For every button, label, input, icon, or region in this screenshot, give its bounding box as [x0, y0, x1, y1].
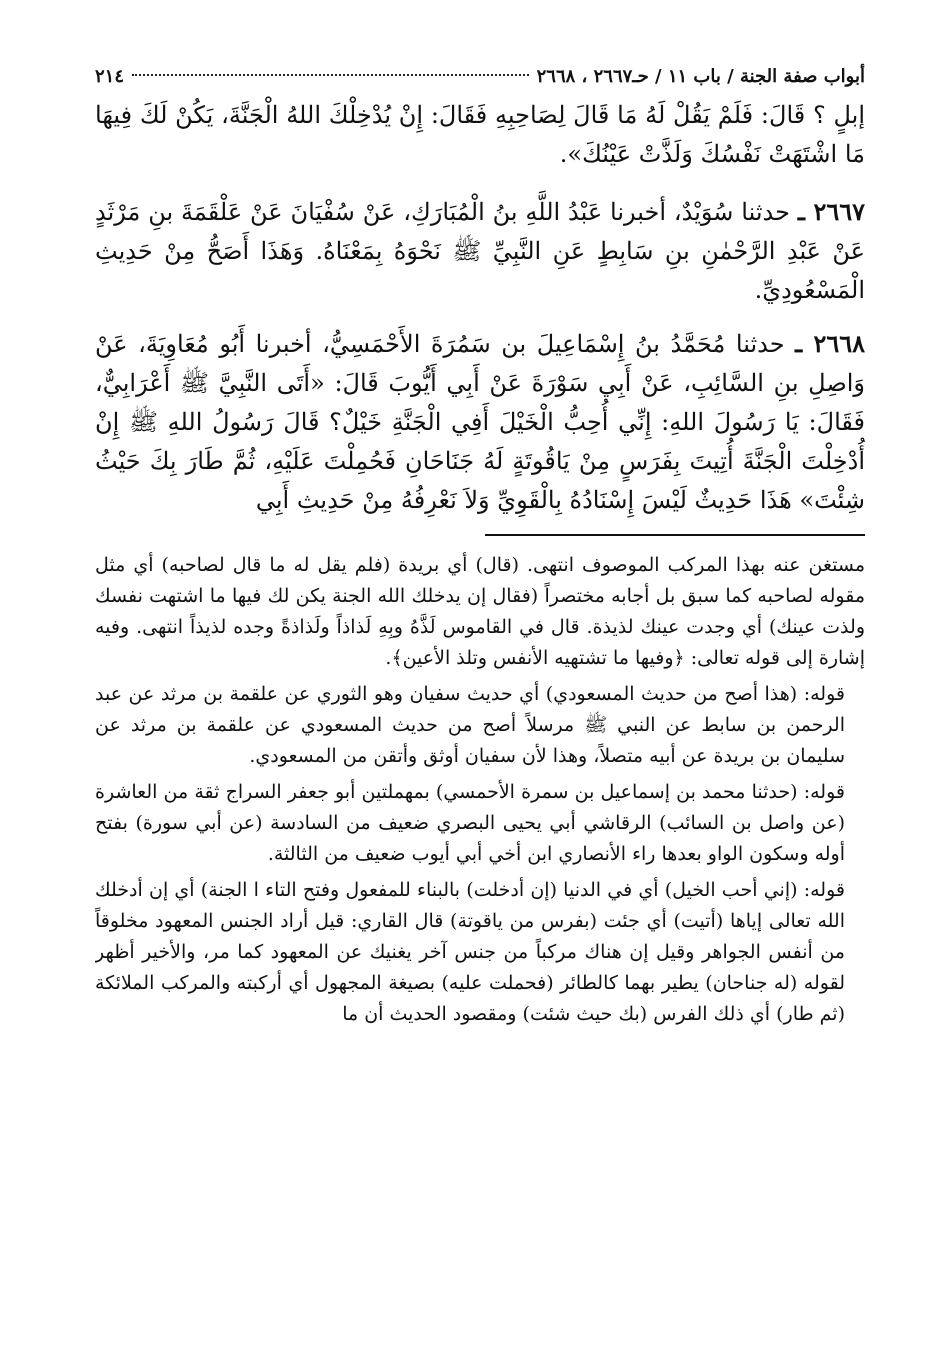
document-page — [95, 62, 865, 1160]
hadith-2668 — [95, 324, 865, 520]
hadith-continuation: إبلٍ ؟ قَالَ: فَلَمْ يَقُلْ لَهُ مَا قَالَ لِصَاحِبِهِ فَقَالَ: إِنْ يُدْخِلْكَ اللهُ الْجَنَّةَ، يَكُنْ لَكَ فِيهَا مَا اشْتَهَتْ نَفْسُكَ وَلَذَّتْ عَيْنُكَ». — [95, 101, 865, 168]
hadith-number: ٢٦٦٧ ـ — [797, 197, 865, 226]
footnote-divider — [485, 534, 865, 536]
hadith-2667 — [95, 192, 865, 310]
hadith-text: حدثنا مُحَمَّدُ بنُ إِسْمَاعِيلَ بن سَمُرَةَ الأَحْمَسِيُّ، أخبرنا أَبُو مُعَاوِيَةَ، عَنْ وَاصِلِ بنِ السَّائِبِ، عَنْ أَبِي سَوْرَةَ عَنْ أَبِي أَيُّوبَ قَالَ: «أَتَى النَّبِيَّ ﷺ أَعْرَابِيٌّ، فَقَالَ: يَا رَسُولَ اللهِ: إِنِّي أُحِبُّ الْخَيْلَ أَفِي الْجَنَّةِ خَيْلٌ؟ قَالَ رَسُولُ اللهِ ﷺ إِنْ أُدْخِلْتَ الْجَنَّةَ أُتِيتَ بِفَرَسٍ مِنْ يَاقُوتَةٍ لَهُ جَنَاحَانِ فَحُمِلْتَ عَلَيْهِ، ثُمَّ طَارَ بِكَ حَيْثُ شِئْتَ» هَذَا حَدِيثٌ لَيْسَ إِسْنَادُهُ بِالْقَوِيِّ وَلاَ نَعْرِفُهُ مِنْ حَدِيثِ أَبِي — [95, 330, 865, 514]
hadith-text: حدثنا سُوَيْدٌ، أخبرنا عَبْدُ اللَّهِ بنُ الْمُبَارَكِ، عَنْ سُفْيَانَ عَنْ عَلْقَمَةَ بنِ مَرْثَدٍ عَنْ عَبْدِ الرَّحْمٰنِ بنِ سَابِطٍ عَنِ النَّبِيِّ ﷺ نَحْوَهُ بِمَعْنَاهُ. وَهَذَا أَصَحُّ مِنْ حَدِيثِ الْمَسْعُودِيِّ. — [95, 198, 865, 304]
page-number: ٢١٤ — [95, 66, 125, 87]
hadith-number: ٢٦٦٨ ـ — [795, 329, 865, 358]
running-header — [95, 62, 865, 92]
commentary-paragraph: قوله: (إني أحب الخيل) أي في الدنيا (إن أدخلت) بالبناء للمفعول وفتح التاء ا الجنة) أي إن أدخلك الله تعالى إياها (أتيت) أي جئت (بفرس من ياقوتة) قال القاري: قيل أراد الجنس المعهود مخلوقاً من أنفس الجواهر وقيل إن هناك مركباً من جنس آخر يغنيك عن المعهود كما مر، والأخير أظهر لقوله (له جناحان) يطير بهما كالطائر (فحملت عليه) بصيغة المجهول أي أركبته والمركب الملائكة (ثم طار) أي ذلك الفرس (بك حيث شئت) ومقصود الحديث أن ما — [95, 879, 845, 1025]
commentary — [95, 550, 865, 1160]
commentary-paragraph: قوله: (حدثنا محمد بن إسماعيل بن سمرة الأحمسي) بمهملتين أبو جعفر السراج ثقة من العاشرة (عن واصل بن السائب) الرقاشي أبي يحيى البصري ضعيف من السادسة (عن أبي سورة) بفتح أوله وسكون الواو بعدها راء الأنصاري ابن أخي أبي أيوب ضعيف من الثالثة. — [95, 781, 845, 865]
commentary-paragraph: قوله: (هذا أصح من حديث المسعودي) أي حديث سفيان وهو الثوري عن علقمة بن مرثد عن عبد الرحمن بن سابط عن النبي ﷺ مرسلاً أصح من حديث المسعودي عن علقمة بن مرثد عن سليمان بن بريدة عن أبيه متصلاً، وهذا لأن سفيان أوثق وأتقن من المسعودي. — [95, 683, 845, 767]
main-text — [95, 96, 865, 520]
header-leader-dots — [132, 74, 529, 76]
header-title: أبواب صفة الجنة / باب ١١ / حـ٢٦٦٧ ، ٢٦٦٨ — [536, 66, 865, 87]
commentary-paragraph: مستغن عنه بهذا المركب الموصوف انتهى. (قال) أي بريدة (فلم يقل له ما قال لصاحبه) أي مثل مقوله لصاحبه كما سبق بل أجابه مختصراً (فقال إن يدخلك الله الجنة يكن لك فيها ما اشتهت نفسك ولذت عينك) أي وجدت عينك لذيذة. قال في القاموس لَذَّهُ وبِهِ لَذاذاً ولَذاذةً وجده لذيذاً انتهى. وفيه إشارة إلى قوله تعالى: ﴿وفيها ما تشتهيه الأنفس وتلذ الأعين﴾. — [95, 554, 865, 669]
